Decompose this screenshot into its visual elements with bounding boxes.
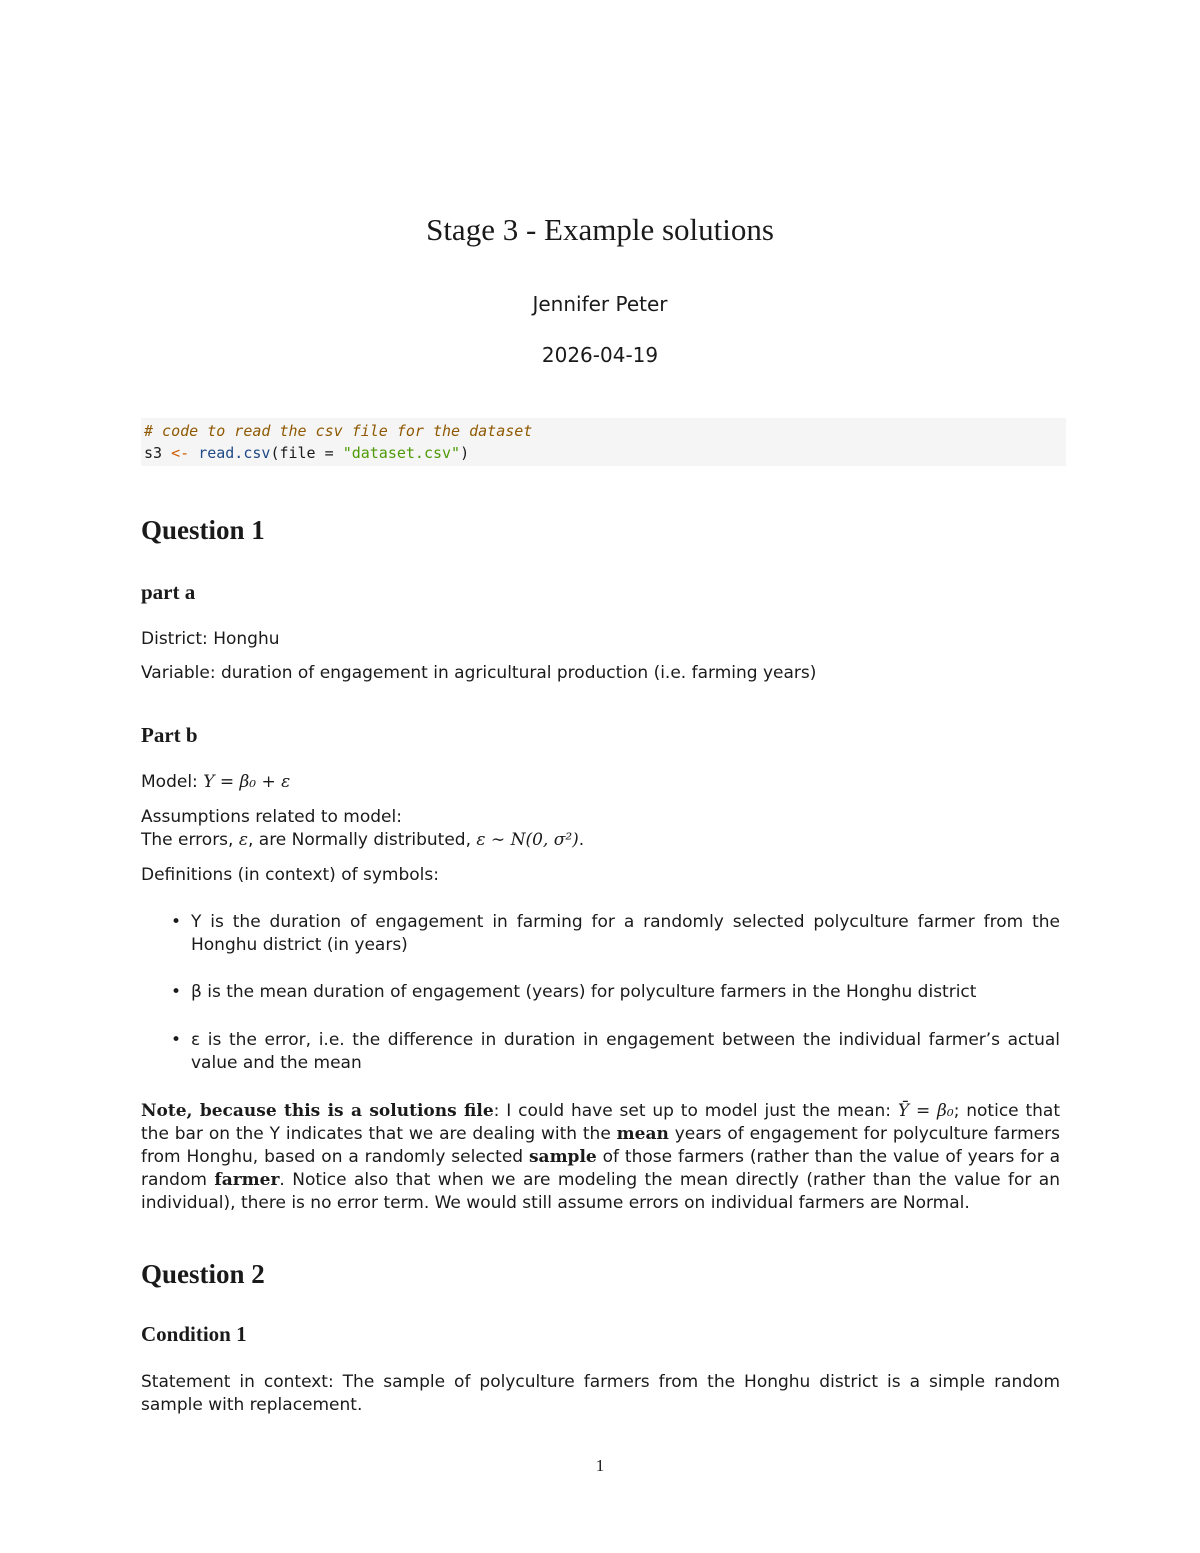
errors-text-1: The errors, [141, 830, 239, 850]
code-assign: <- [171, 444, 190, 462]
author: Jennifer Peter [532, 292, 668, 316]
list-item [163, 911, 1060, 957]
bullet-text: β is the mean duration of engagement (years) for polyculture farmers in the Honghu district [191, 982, 977, 1002]
note-paragraph [141, 1100, 1060, 1215]
list-item [163, 1029, 1060, 1075]
condition-1-heading: Condition 1 [141, 1322, 247, 1346]
code-line-1 [141, 420, 1066, 442]
code-comment: # code to read the csv file for the dataset [144, 422, 533, 440]
condition-1-text: The sample of polyculture farmers from the Honghu district is a simple random sample with replacement. [141, 1372, 1060, 1415]
note-text: of those farmers (rather than the value of years for a random [141, 1147, 1061, 1190]
part-b-heading: Part b [141, 723, 198, 747]
list-item [163, 981, 1060, 1004]
note-bold: Note, because this is a solutions file [141, 1101, 494, 1121]
condition-1-label: Statement in context: [141, 1372, 343, 1392]
errors-distribution: ε ∼ N(0, σ²) [476, 830, 579, 850]
code-args-close: ) [460, 444, 470, 462]
code-line-2 [141, 442, 1066, 464]
note-sample: sample [528, 1147, 597, 1167]
assumptions-label: Assumptions related to model: [141, 807, 402, 827]
model-label: Model: [141, 772, 204, 792]
page-number: 1 [595, 1456, 605, 1475]
note-farmer: farmer [214, 1170, 280, 1190]
errors-text-2: , are Normally distributed, [247, 830, 477, 850]
part-a-heading: part a [141, 580, 196, 604]
code-args-open: (file = [270, 444, 343, 462]
code-func: read.csv [198, 444, 271, 462]
errors-text-3: . [578, 830, 585, 850]
variable-text: Variable: duration of engagement in agricultural production (i.e. farming years) [141, 663, 817, 683]
note-text: . Notice also that when we are modeling the mean directly (rather than the value for an individual), there is no error term. We would still assume errors on individual farmers are Normal. [141, 1170, 1060, 1213]
note-text: ; notice that the bar on the Y indicates that we are dealing with the [141, 1101, 1060, 1144]
code-block [141, 418, 1066, 466]
bullet-text: ε is the error, i.e. the difference in duration in engagement between the individual farmer’s actual value and the mean [191, 1030, 1060, 1073]
note-text: years of engagement for polyculture farmers from Honghu, based on a randomly selected [141, 1124, 1060, 1167]
condition-1-statement [141, 1371, 1060, 1417]
note-equation: Ȳ = β₀ [897, 1101, 954, 1121]
definitions-label: Definitions (in context) of symbols: [141, 865, 439, 885]
note-text: : I could have set up to model just the mean: [493, 1101, 898, 1121]
bullet-dot: • [171, 982, 182, 1002]
note-mean: mean [616, 1124, 669, 1144]
district-text: District: Honghu [141, 629, 280, 649]
assumptions-text [141, 806, 1060, 852]
date: 2026-04-19 [541, 343, 659, 367]
bullet-text: Y is the duration of engagement in farming for a randomly selected polyculture farmer from the Honghu district (in years) [191, 912, 1060, 955]
question-2-heading: Question 2 [141, 1259, 265, 1289]
model-equation: Y = β₀ + ε [203, 772, 291, 792]
bullet-dot: • [171, 912, 182, 932]
code-string: "dataset.csv" [342, 444, 461, 462]
errors-epsilon: ε [238, 830, 248, 850]
model-text [141, 771, 1060, 794]
code-var: s3 [144, 444, 163, 462]
question-1-heading: Question 1 [141, 515, 265, 545]
document-title: Stage 3 - Example solutions [426, 212, 774, 247]
bullet-dot: • [171, 1030, 182, 1050]
